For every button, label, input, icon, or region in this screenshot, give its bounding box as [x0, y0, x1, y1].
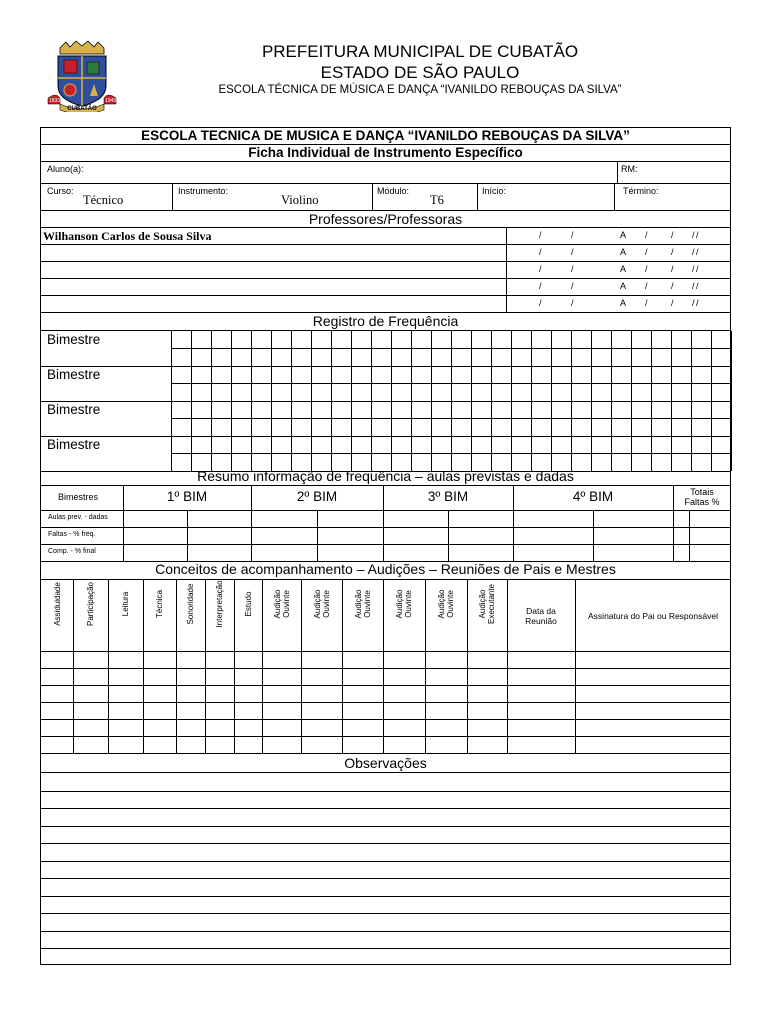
concept-column-label: Audição: [353, 589, 363, 619]
concept-column-label: Ouvinte: [362, 590, 372, 618]
date-a: A: [620, 247, 627, 257]
start-label: Início:: [482, 186, 507, 196]
summary-row-label: Faltas - % freq.: [48, 531, 96, 538]
end-label: Término:: [623, 186, 659, 196]
summary-row-label: Comp. - % final: [48, 548, 96, 555]
date-a: A: [620, 264, 627, 274]
form-subtitle: Ficha Individual de Instrumento Específico: [248, 145, 523, 160]
header-municipality: PREFEITURA MUNICIPAL DE CUBATÃO: [261, 42, 579, 61]
concept-column-label: Estudo: [243, 591, 253, 617]
bimester-label: Bimestre: [47, 437, 101, 452]
date-slash: /: [539, 230, 542, 240]
form-title-row: [41, 128, 730, 145]
date-slash: /: [539, 298, 542, 308]
date-slash: /: [671, 230, 674, 240]
summary-bimestres-header: Bimestres: [58, 492, 99, 502]
observations-title-row: [41, 755, 730, 773]
observation-line: [41, 878, 730, 879]
concept-column-label: Ouvinte: [281, 590, 291, 618]
concept-column-label: Audição: [272, 589, 282, 619]
date-slash: /: [692, 247, 695, 257]
date-slash: /: [645, 264, 648, 274]
header-state: ESTADO DE SÃO PAULO: [320, 63, 520, 82]
concepts-title: Conceitos de acompanhamento – Audições – Reuniões de Pais e Mestres: [155, 561, 616, 577]
date-slash: /: [692, 298, 695, 308]
course-label: Curso:: [47, 186, 74, 196]
bimester-label: Bimestre: [47, 367, 101, 382]
parent-signature-header: Assinatura do Pai ou Responsável: [588, 611, 718, 621]
concept-column-label: Interpretação: [215, 580, 224, 628]
teacher-row: [41, 228, 730, 245]
bimester-label: Bimestre: [47, 402, 101, 417]
concept-column-label: Audição: [437, 589, 446, 619]
form-subtitle-row: [41, 145, 730, 162]
observation-line: [41, 826, 730, 827]
svg-text:CUBATÃO: CUBATÃO: [67, 106, 97, 112]
concept-column-label: Audição: [395, 589, 404, 619]
module-value: T6: [430, 193, 444, 207]
date-a: A: [620, 230, 627, 240]
student-row: [41, 162, 730, 184]
observation-line: [41, 931, 730, 932]
date-slash: /: [696, 247, 699, 257]
concept-column-label: Leitura: [121, 591, 130, 617]
city-crest-icon: [46, 40, 118, 112]
student-record-form: [40, 127, 731, 965]
summary-row-label: Aulas prev. - dadas: [48, 514, 108, 521]
concept-column-label: Sonoridade: [186, 583, 195, 625]
date-slash: /: [571, 281, 574, 291]
teacher-row: [41, 296, 730, 313]
date-slash: /: [571, 298, 574, 308]
teachers-title: Professores/Professoras: [308, 211, 463, 227]
page-header: [0, 0, 768, 110]
course-value: Técnico: [83, 193, 124, 207]
concept-column-label: Participação: [86, 581, 95, 627]
date-slash: /: [571, 247, 574, 257]
date-slash: /: [671, 281, 674, 291]
student-label: Aluno(a):: [47, 164, 84, 174]
observation-line: [41, 861, 730, 862]
date-slash: /: [645, 230, 648, 240]
observation-line: [41, 791, 730, 792]
date-slash: /: [645, 281, 648, 291]
concept-column-label: Executante: [487, 583, 496, 625]
meeting-date-header: Data da: [526, 606, 556, 616]
date-slash: /: [571, 264, 574, 274]
date-slash: /: [539, 281, 542, 291]
summary-title-row: [41, 468, 730, 486]
summary-title: Resumo informação de frequência – aulas previstas e dadas: [197, 468, 574, 484]
instrument-value: Violino: [281, 193, 319, 207]
meeting-date-header-2: Reunião: [525, 616, 557, 626]
totals-header: Totais: [690, 487, 714, 497]
bimester-label: Bimestre: [47, 332, 101, 347]
date-slash: /: [671, 298, 674, 308]
observations-title: Observações: [344, 755, 427, 771]
instrument-label: Instrumento:: [178, 186, 229, 196]
svg-text:1833: 1833: [49, 98, 61, 104]
svg-text:1949: 1949: [105, 98, 117, 104]
concept-column-label: Assiduidade: [52, 582, 62, 626]
date-slash: /: [671, 247, 674, 257]
date-slash: /: [696, 298, 699, 308]
attendance-title-row: [41, 313, 730, 331]
faltas-header: Faltas %: [684, 497, 720, 507]
observation-line: [41, 843, 730, 844]
concept-column-label: Ouvinte: [321, 590, 331, 618]
date-slash: /: [645, 298, 648, 308]
date-slash: /: [692, 281, 695, 291]
summary-bim-header: 3º BIM: [427, 489, 469, 504]
concept-column-label: Ouvinte: [446, 590, 455, 618]
date-slash: /: [571, 230, 574, 240]
observation-line: [41, 808, 730, 809]
date-slash: /: [539, 247, 542, 257]
teacher-row: [41, 245, 730, 262]
summary-bim-header: 4º BIM: [572, 489, 614, 504]
summary-bim-header: 1º BIM: [166, 489, 208, 504]
date-slash: /: [696, 281, 699, 291]
date-slash: /: [671, 264, 674, 274]
concept-column-label: Audição: [312, 589, 322, 619]
concepts-title-row: [41, 561, 730, 580]
date-slash: /: [696, 264, 699, 274]
summary-bim-header: 2º BIM: [296, 489, 338, 504]
observation-line: [41, 913, 730, 914]
date-slash: /: [539, 264, 542, 274]
concept-column-label: Ouvinte: [404, 590, 413, 618]
course-row: [41, 184, 730, 211]
header-school: ESCOLA TÉCNICA DE MÚSICA E DANÇA “IVANILDO REBOUÇAS DA SILVA”: [218, 84, 622, 96]
date-slash: /: [696, 230, 699, 240]
date-a: A: [620, 298, 627, 308]
date-slash: /: [692, 230, 695, 240]
date-slash: /: [645, 247, 648, 257]
date-a: A: [620, 281, 627, 291]
teacher-row: [41, 279, 730, 296]
attendance-title: Registro de Frequência: [312, 313, 459, 329]
observation-line: [41, 896, 730, 897]
concept-column-label: Técnica: [155, 590, 164, 619]
teacher-row: [41, 262, 730, 279]
teachers-title-row: [41, 211, 730, 228]
module-label: Módulo:: [377, 186, 410, 196]
date-slash: /: [692, 264, 695, 274]
concept-column-label: Audição: [478, 589, 487, 619]
rm-label: RM:: [621, 164, 638, 174]
teacher-name: Wilhanson Carlos de Sousa Silva: [43, 229, 212, 243]
observation-line: [41, 948, 730, 949]
form-title: ESCOLA TECNICA DE MUSICA E DANÇA “IVANILDO REBOUÇAS DA SILVA”: [141, 128, 630, 143]
